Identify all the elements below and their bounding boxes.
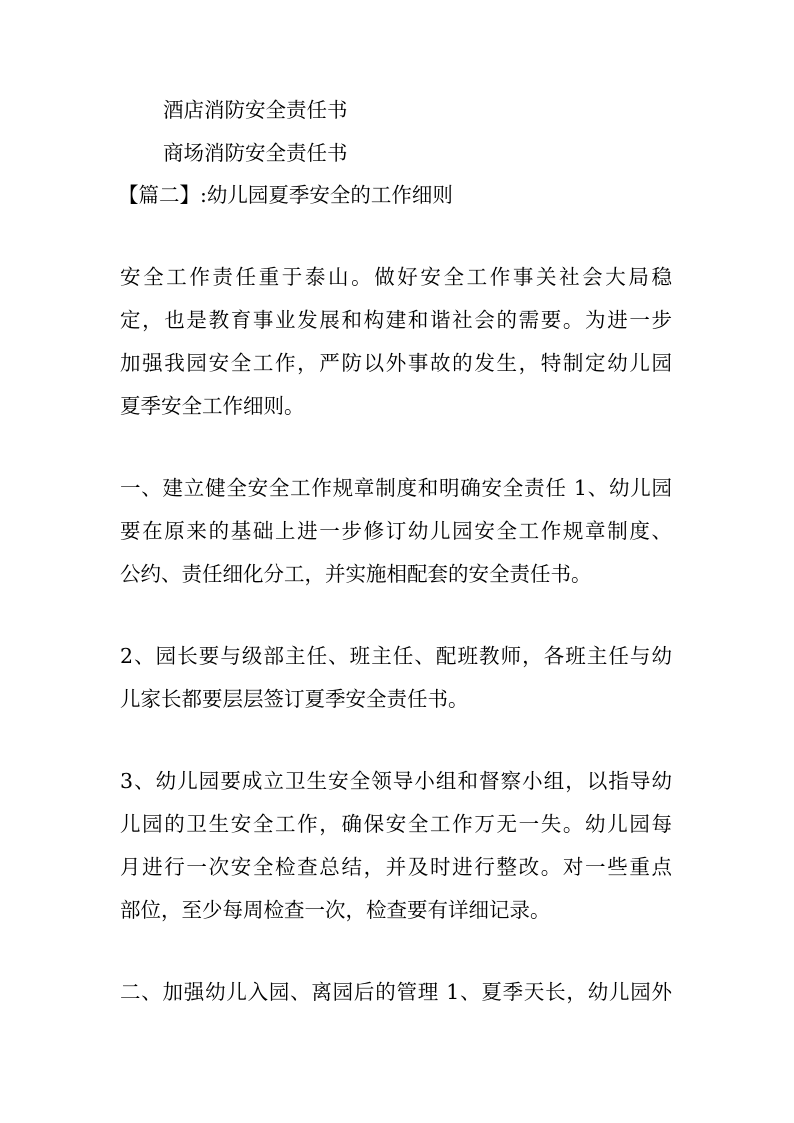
paragraph-line: 安全工作责任重于泰山。做好安全工作事关社会大局稳 [120, 265, 672, 289]
section-heading: 【篇二】:幼儿园夏季安全的工作细则 [118, 183, 453, 207]
paragraph-line: 加强我园安全工作，严防以外事故的发生，特制定幼儿园 [120, 351, 672, 375]
paragraph-line: 2、园长要与级部主任、班主任、配班教师，各班主任与幼 [120, 644, 672, 668]
paragraph-line: 公约、责任细化分工，并实施相配套的安全责任书。 [120, 562, 592, 586]
paragraph-line: 定，也是教育事业发展和构建和谐社会的需要。为进一步 [120, 308, 672, 332]
paragraph-line: 儿园的卫生安全工作，确保安全工作万无一失。幼儿园每 [120, 812, 672, 836]
paragraph-line: 儿家长都要层层签订夏季安全责任书。 [120, 687, 469, 711]
related-link-mall-fire-safety[interactable]: 商场消防安全责任书 [163, 141, 348, 165]
paragraph-line: 一、建立健全安全工作规章制度和明确安全责任 1、幼儿园 [120, 476, 672, 500]
related-link-hotel-fire-safety[interactable]: 酒店消防安全责任书 [163, 98, 348, 122]
paragraph-line: 要在原来的基础上进一步修订幼儿园安全工作规章制度、 [120, 519, 672, 543]
paragraph-line: 部位，至少每周检查一次，检查要有详细记录。 [120, 898, 551, 922]
paragraph-line: 月进行一次安全检查总结，并及时进行整改。对一些重点 [120, 855, 672, 879]
paragraph-line: 3、幼儿园要成立卫生安全领导小组和督察小组，以指导幼 [120, 769, 672, 793]
paragraph-line: 二、加强幼儿入园、离园后的管理 1、夏季天长，幼儿园外 [120, 980, 672, 1004]
paragraph-line: 夏季安全工作细则。 [120, 394, 305, 418]
